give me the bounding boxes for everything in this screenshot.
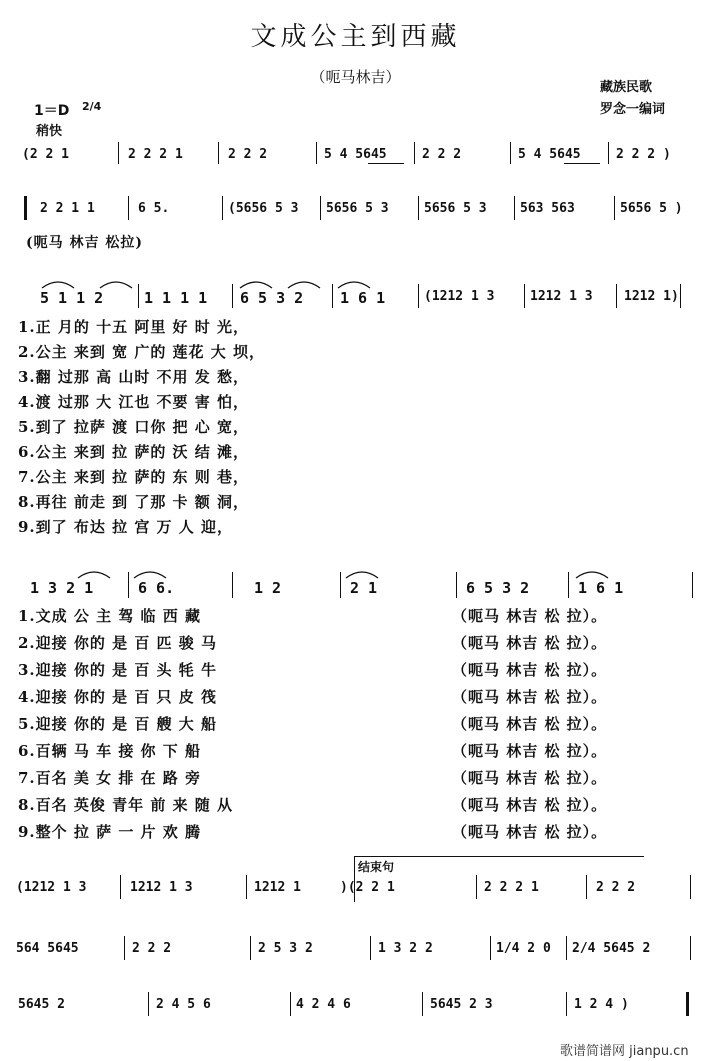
measure: 2 2 2	[422, 147, 462, 162]
measure: 1 6 1	[578, 579, 624, 597]
refrain: （呃马 林吉 松 拉）。	[452, 769, 608, 787]
lyric-line: 4.渡 过那 大 江也 不要 害 怕，	[18, 393, 249, 411]
barline	[690, 875, 691, 899]
barline	[586, 875, 587, 899]
beam	[368, 163, 404, 164]
measure: 2 2 2	[596, 880, 636, 895]
genre-label: 藏族民歌	[600, 80, 653, 95]
barline	[418, 196, 419, 220]
measure: 5 4 5645	[518, 147, 581, 162]
measure: 5656 5 3	[424, 201, 487, 216]
measure: 4 2 4 6	[296, 997, 351, 1012]
barline	[128, 196, 129, 220]
measure: 5645 2	[18, 997, 65, 1012]
barline	[476, 875, 477, 899]
measure: 2 4 5 6	[156, 997, 211, 1012]
lyric-line: 6.百辆 马 车 接 你 下 船	[18, 742, 201, 760]
measure: 1212 1 3	[130, 880, 193, 895]
refrain: （呃马 林吉 松 拉）。	[452, 634, 608, 652]
barline	[490, 936, 491, 960]
watermark: 歌谱简谱网 jianpu.cn	[560, 1044, 689, 1059]
barline	[222, 196, 223, 220]
barline	[232, 284, 233, 308]
measure: 564 5645	[16, 941, 79, 956]
measure: 6 6.	[138, 579, 175, 597]
intro-lyric: (呃马 林吉 松拉)	[26, 235, 143, 251]
barline	[246, 875, 247, 899]
barline	[514, 196, 515, 220]
measure: (2 2 1	[22, 147, 69, 162]
measure: 1212 1 3	[530, 289, 593, 304]
slur-mark	[574, 566, 614, 580]
measure: 1212 1)	[624, 289, 679, 304]
barline	[608, 142, 609, 164]
measure: 1 1 1 1	[144, 289, 208, 307]
measure: 2/4 5645 2	[572, 941, 651, 956]
barline	[232, 572, 233, 598]
refrain: （呃马 林吉 松 拉）。	[452, 742, 608, 760]
slur-mark	[336, 276, 376, 290]
measure: 2 2 2	[228, 147, 268, 162]
measure: (1212 1 3	[424, 289, 495, 304]
measure: 6 5 3 2	[466, 579, 530, 597]
barline	[148, 992, 149, 1016]
barline	[524, 284, 525, 308]
measure: 5656 5 3	[326, 201, 389, 216]
barline	[316, 142, 317, 164]
barline	[616, 284, 617, 308]
beam	[564, 163, 600, 164]
measure: 2 2 1 1	[40, 201, 95, 216]
measure: 1212 1	[254, 880, 301, 895]
barline	[418, 284, 419, 308]
time-signature: 2/4	[82, 100, 102, 113]
lyric-line: 7.百名 美 女 排 在 路 旁	[18, 769, 201, 787]
lyric-line: 7.公主 来到 拉 萨的 东 则 巷，	[18, 468, 249, 486]
barline	[566, 936, 567, 960]
barline	[422, 992, 423, 1016]
barline	[680, 284, 681, 308]
measure: 2 2 2 1	[484, 880, 539, 895]
measure: (1212 1 3	[16, 880, 87, 895]
measure: 2 1	[350, 579, 378, 597]
measure: 6 5.	[138, 201, 170, 216]
slur-mark	[344, 566, 384, 580]
measure: 5656 5 )	[620, 201, 683, 216]
barline	[218, 142, 219, 164]
barline	[692, 572, 693, 598]
barline	[138, 284, 139, 308]
lyric-line: 4.迎接 你的 是 百 只 皮 筏	[18, 688, 217, 706]
song-title: 文成公主到西藏	[250, 22, 461, 52]
refrain: （呃马 林吉 松 拉）。	[452, 607, 608, 625]
lyric-line: 8.再往 前走 到 了那 卡 额 洞，	[18, 493, 249, 511]
barline	[250, 936, 251, 960]
lyric-line: 2.公主 来到 宽 广的 莲花 大 坝，	[18, 343, 265, 361]
barline	[120, 875, 121, 899]
song-subtitle: （呃马林吉）	[310, 68, 401, 86]
lyric-line: 1.正 月的 十五 阿里 好 时 光，	[18, 318, 249, 336]
measure: 1 3 2 1	[30, 579, 94, 597]
lyric-line: 1.文成 公 主 驾 临 西 藏	[18, 607, 201, 625]
lyric-line: 5.到了 拉萨 渡 口你 把 心 宽，	[18, 418, 249, 436]
barline	[690, 936, 691, 960]
slur-marks	[238, 276, 334, 290]
slur-mark	[132, 566, 172, 580]
measure: 5 4 5645	[324, 147, 387, 162]
measure: 1 3 2 2	[378, 941, 433, 956]
measure: )(2 2 1	[340, 880, 395, 895]
measure: (5656 5 3	[228, 201, 299, 216]
lyric-line: 2.迎接 你的 是 百 匹 骏 马	[18, 634, 217, 652]
barline	[290, 992, 291, 1016]
barline	[456, 572, 457, 598]
barline	[124, 936, 125, 960]
barline	[414, 142, 415, 164]
measure: 5 1 1 2	[40, 289, 104, 307]
slur-marks	[40, 276, 140, 290]
ending-label: 结束句	[358, 860, 395, 874]
barline	[332, 284, 333, 308]
barline	[568, 572, 569, 598]
measure: 1/4 2 0	[496, 941, 551, 956]
refrain: （呃马 林吉 松 拉）。	[452, 688, 608, 706]
barline	[340, 572, 341, 598]
ending-bracket	[354, 856, 644, 857]
barline	[510, 142, 511, 164]
final-barline	[686, 992, 689, 1016]
slur-mark	[76, 566, 116, 580]
lyric-line: 9.整个 拉 萨 一 片 欢 腾	[18, 823, 201, 841]
refrain: （呃马 林吉 松 拉）。	[452, 796, 608, 814]
measure: 2 2 2 )	[616, 147, 671, 162]
lyric-line: 3.迎接 你的 是 百 头 牦 牛	[18, 661, 217, 679]
measure: 6 5 3 2	[240, 289, 304, 307]
barline	[320, 196, 321, 220]
refrain: （呃马 林吉 松 拉）。	[452, 715, 608, 733]
measure: 2 5 3 2	[258, 941, 313, 956]
tempo-marking: 稍快	[36, 124, 63, 139]
refrain: （呃马 林吉 松 拉）。	[452, 661, 608, 679]
measure: 563 563	[520, 201, 575, 216]
barline	[370, 936, 371, 960]
barline	[118, 142, 119, 164]
arranger-label: 罗念一编词	[600, 102, 666, 117]
key-signature: 1＝D	[34, 103, 70, 119]
barline	[128, 572, 129, 598]
lyric-line: 8.百名 英俊 青年 前 来 随 从	[18, 796, 233, 814]
refrain: （呃马 林吉 松 拉）。	[452, 823, 608, 841]
lyric-line: 6.公主 来到 拉 萨的 沃 结 滩，	[18, 443, 249, 461]
lyric-line: 5.迎接 你的 是 百 艘 大 船	[18, 715, 217, 733]
measure: 2 2 2	[132, 941, 172, 956]
barline	[614, 196, 615, 220]
measure: 1 6 1	[340, 289, 386, 307]
measure: 1 2 4 )	[574, 997, 629, 1012]
measure: 2 2 2 1	[128, 147, 183, 162]
ending-bracket-left	[354, 856, 355, 902]
lyric-line: 9.到了 布达 拉 宫 万 人 迎，	[18, 518, 233, 536]
lyric-line: 3.翻 过那 高 山时 不用 发 愁，	[18, 368, 249, 386]
repeat-start	[24, 196, 27, 220]
measure: 5645 2 3	[430, 997, 493, 1012]
measure: 1 2	[254, 579, 282, 597]
barline	[566, 992, 567, 1016]
